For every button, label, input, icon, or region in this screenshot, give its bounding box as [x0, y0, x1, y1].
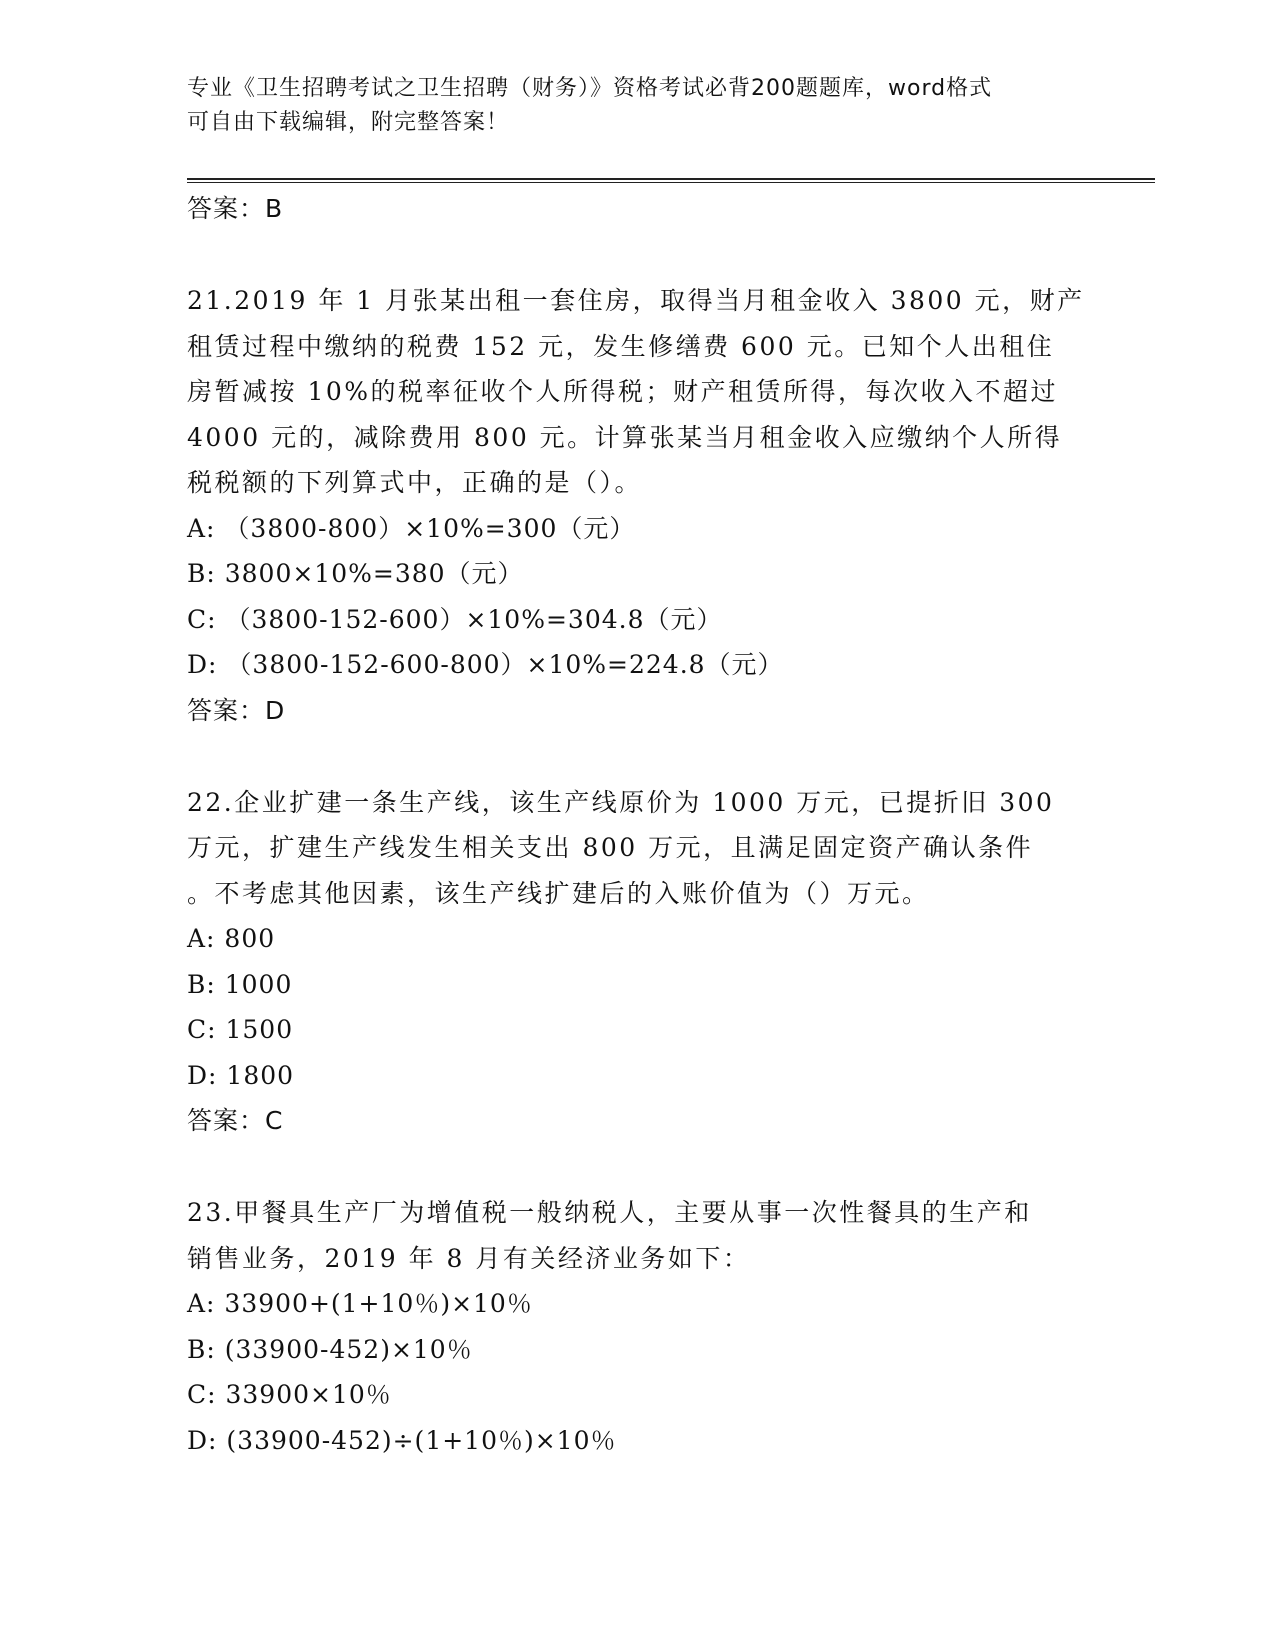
answer-21: 答案：D	[187, 695, 286, 725]
option-a: A: （3800-800）×10%=300（元）	[187, 513, 636, 543]
question-22	[187, 780, 1087, 1145]
spacer	[187, 734, 1087, 780]
question-23	[187, 1190, 1087, 1463]
header-line-1: 专业《卫生招聘考试之卫生招聘（财务）》资格考试必背200题题库，word格式	[187, 76, 993, 101]
option-b: B: 1000	[187, 969, 293, 999]
stem-line: 销售业务，2019 年 8 月有关经济业务如下：	[187, 1243, 751, 1273]
question-21	[187, 278, 1087, 734]
header-divider	[187, 178, 1155, 183]
option-a: A: 33900+(1+10％)×10％	[187, 1289, 533, 1318]
stem-line: 税税额的下列算式中，正确的是（）。	[187, 468, 643, 497]
option-b: B: (33900-452)×10％	[187, 1334, 473, 1364]
previous-answer: 答案：B	[187, 194, 284, 223]
option-d: D: （3800-152-600-800）×10%=224.8（元）	[187, 650, 784, 679]
spacer	[187, 232, 1087, 278]
option-c: C: 33900×10％	[187, 1380, 392, 1409]
page-header	[187, 72, 1067, 140]
question-content	[187, 186, 1087, 1463]
question-stem	[187, 278, 1087, 506]
stem-line: 房暂减按 10%的税率征收个人所得税；财产租赁所得，每次收入不超过	[187, 377, 1059, 406]
stem-line: 22.企业扩建一条生产线，该生产线原价为 1000 万元，已提折旧 300	[187, 787, 1055, 817]
stem-line: 。不考虑其他因素，该生产线扩建后的入账价值为（）万元。	[187, 878, 930, 908]
stem-line: 23.甲餐具生产厂为增值税一般纳税人，主要从事一次性餐具的生产和	[187, 1198, 1032, 1227]
stem-line: 4000 元的，减除费用 800 元。计算张某当月租金收入应缴纳个人所得	[187, 422, 1063, 452]
stem-line: 租赁过程中缴纳的税费 152 元，发生修缮费 600 元。已知个人出租住	[187, 331, 1055, 361]
header-line-2: 可自由下载编辑，附完整答案！	[187, 110, 510, 135]
answer-22: 答案：C	[187, 1106, 284, 1135]
stem-line: 21.2019 年 1 月张某出租一套住房，取得当月租金收入 3800 元，财产	[187, 286, 1085, 315]
option-b: B: 3800×10%=380（元）	[187, 559, 524, 588]
option-c: C: 1500	[187, 1015, 294, 1044]
question-stem	[187, 780, 1087, 917]
spacer	[187, 1144, 1087, 1190]
option-c: C: （3800-152-600）×10%=304.8（元）	[187, 604, 723, 634]
stem-line: 万元，扩建生产线发生相关支出 800 万元，且满足固定资产确认条件	[187, 833, 1034, 862]
option-d: D: 1800	[187, 1060, 295, 1090]
option-d: D: (33900-452)÷(1+10％)×10％	[187, 1425, 617, 1455]
question-stem	[187, 1190, 1087, 1281]
option-a: A: 800	[187, 924, 276, 953]
